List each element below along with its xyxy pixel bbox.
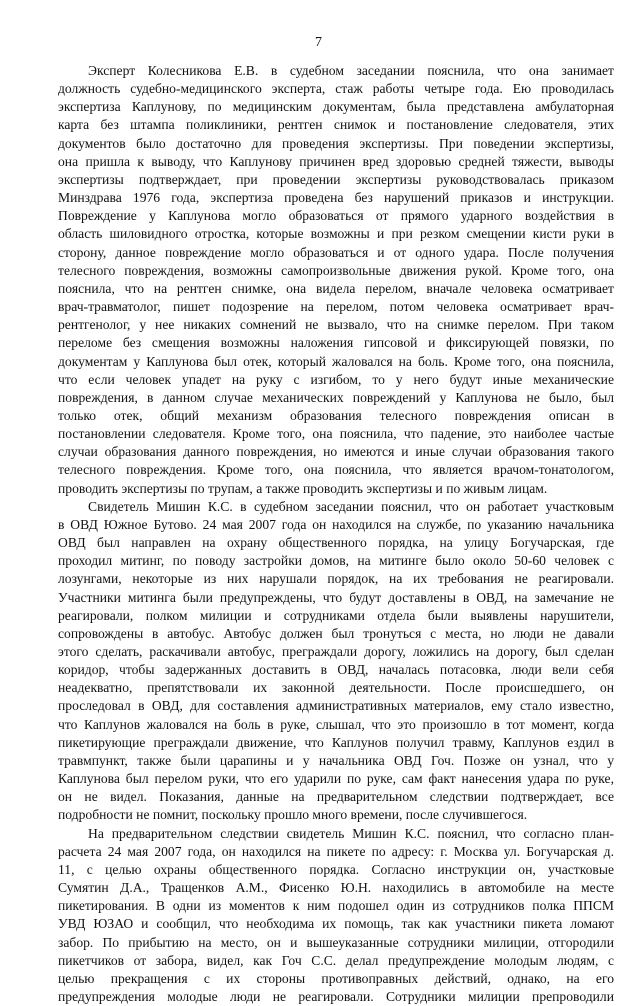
- text-line: что Каплунов жаловался на боль в руке, слышал, что это произошло в тот момент, когда: [58, 716, 614, 732]
- text-line: повреждения, в данном случае механических повреждений у Каплунова не было, был: [58, 389, 614, 405]
- text-line: постановлении следователя. Кроме того, она пояснила, что падение, это наиболее частые: [58, 426, 614, 442]
- text-line: 11, с целью охраны общественного порядка. Согласно инструкции он, участковые: [58, 861, 614, 877]
- text-line: Минздрава 1976 года, экспертиза проведена без нарушений приказов и инструкции.: [58, 190, 614, 206]
- text-line: коридор, чтобы задержанных доставить в ОВД, началась потасовка, люди вели себя: [58, 662, 614, 678]
- document-body: [58, 62, 614, 1006]
- text-line: Сумятин Д.А., Тращенков А.М., Фисенко Ю.Н. находились в автомобиле на месте: [58, 880, 614, 896]
- text-line: экспертиза Каплунову, по медицинским документам, была представлена амбулаторная: [58, 99, 614, 115]
- text-line: Участники митинга были предупреждены, что будут доставлены в ОВД, на замечание не: [58, 589, 614, 605]
- text-line: пикетирующие преграждали движение, что Каплунов получил травму, Каплунов ездил в: [58, 734, 614, 750]
- text-line: случаи образования данного повреждения, но имеются и иные случаи образования такого: [58, 444, 614, 460]
- text-line: область шиловидного отростка, которые возможны и при резком смещении кисти руки в: [58, 226, 614, 242]
- text-line: экспертизы подтверждает, при проведении экспертизы руководствовалась приказом: [58, 171, 614, 187]
- text-line: она пришла к выводу, что Каплунову причинен вред здоровью средней тяжести, выводы: [58, 153, 614, 169]
- text-line: расчета 24 мая 2007 года, он находился на пикете по адресу: г. Москва ул. Богучарская д.: [58, 843, 614, 859]
- text-line: пикетчиков от забора, видел, как Гоч С.С. делал предупреждение молодым людям, с: [58, 952, 614, 968]
- text-line: забор. По прибытию на место, он и вышеуказанные сотрудники милиции, отгородили: [58, 934, 614, 950]
- paragraph-witness-testimony: [58, 498, 614, 825]
- text-line: На предварительном следствии свидетель Мишин К.С. пояснил, что согласно план-: [88, 825, 614, 841]
- text-line: реагировали, полком милиции и сотрудниками отдела были выявлены нарушители,: [58, 607, 614, 623]
- text-line: он не видел. Показания, данные на предварительном следствии подтверждает, все: [58, 789, 614, 805]
- text-line: травмпункт, также были царапины и у начальника ОВД Гоч. Позже он узнал, что у: [58, 752, 614, 768]
- text-line: пояснила, что на рентген снимке, она видела перелом, вначале человека осматривает: [58, 280, 614, 296]
- text-line: в ОВД Южное Бутово. 24 мая 2007 года он находился на службе, по указанию начальника: [58, 516, 614, 532]
- paragraph-expert-testimony: [58, 62, 614, 498]
- text-line: Свидетель Мишин К.С. в судебном заседании пояснил, что он работает участковым: [88, 498, 614, 514]
- text-line: лозунгами, некоторые из них нарушали порядок, на их требования не реагировали.: [58, 571, 614, 587]
- text-line: сторону, данное повреждение могло образоваться и от одного удара. После получения: [58, 244, 614, 260]
- text-line: телесного повреждения. Кроме того, она пояснила, что является врачом-тонатологом,: [58, 462, 614, 478]
- text-line: пикетирования. В одни из моментов к ним подошел один из сотрудников полка ППСМ: [58, 898, 614, 914]
- text-line: проходил митинг, по поводу застройки домов, на митинге было около 50-60 человек с: [58, 553, 614, 569]
- text-line: Эксперт Колесникова Е.В. в судебном заседании пояснила, что она занимает: [88, 63, 614, 78]
- text-line: ОВД был направлен на охрану общественного порядка, на улицу Богучарская, где: [58, 535, 614, 551]
- text-line: проводить экспертизы по трупам, а также проводить экспертизы и по живым лицам.: [58, 480, 548, 496]
- text-line: подробности не помнит, поскольку прошло много времени, после случившегося.: [58, 807, 528, 823]
- text-line: только отек, общий механизм образования телесного повреждения описан в: [58, 407, 614, 423]
- text-line: что если человек упадет на руку с изгибом, то у него будут иные механические: [58, 371, 614, 387]
- text-line: Повреждение у Каплунова могло образоваться от прямого ударного воздействия в: [58, 208, 614, 224]
- page-number: 7: [315, 35, 322, 50]
- text-line: телесного повреждения, возможны самопроизвольные движения рукой. Кроме того, она: [58, 262, 614, 278]
- text-line: предупреждения молодые люди не реагировали. Сотрудники милиции препроводили: [58, 988, 614, 1004]
- text-line: УВД ЮЗАО и сообщил, что необходима их помощь, так как участники пикета ломают: [58, 916, 614, 932]
- paragraph-preliminary-investigation: [58, 825, 614, 1006]
- text-line: документам у Каплунова был отек, который жаловался на боль. Кроме того, она пояснила,: [58, 353, 614, 369]
- text-line: сопровождены в автобус. Автобус должен был тронуться с места, но люди не давали: [58, 625, 614, 641]
- text-line: переломе без смещения возможны наложения гипсовой и фиксирующей повязки, по: [58, 335, 614, 351]
- text-line: неадекватно, препятствовали их законной деятельности. После происшедшего, он: [58, 680, 614, 696]
- text-line: целью прекращения с их стороны противоправных действий, однако, на его: [58, 970, 614, 986]
- text-line: Каплунова был перелом руки, что его ударили по руке, сам факт нанесения удара по руке,: [58, 771, 614, 787]
- text-line: проследовал в ОВД, для составления административных материалов, ему стало известно,: [58, 698, 614, 714]
- text-line: врач-травматолог, пишет подозрение на перелом, потом человека осматривает врач-: [58, 299, 614, 315]
- text-line: документов было достаточно для проведения экспертизы. При поведении экспертизы,: [58, 135, 614, 151]
- text-line: этого сделать, раскачивали автобус, преграждали дорогу, ложились на дорогу, был сделан: [58, 644, 614, 659]
- text-line: карта без штампа поликлиники, рентген снимок и постановление следователя, этих: [58, 117, 614, 133]
- text-line: должность судебно-медицинского эксперта, стаж работы четыре года. Ею проводилась: [58, 81, 614, 97]
- text-line: рентгенолог, у нее никаких сомнений не вызвало, что на снимке перелом. При таком: [58, 317, 614, 333]
